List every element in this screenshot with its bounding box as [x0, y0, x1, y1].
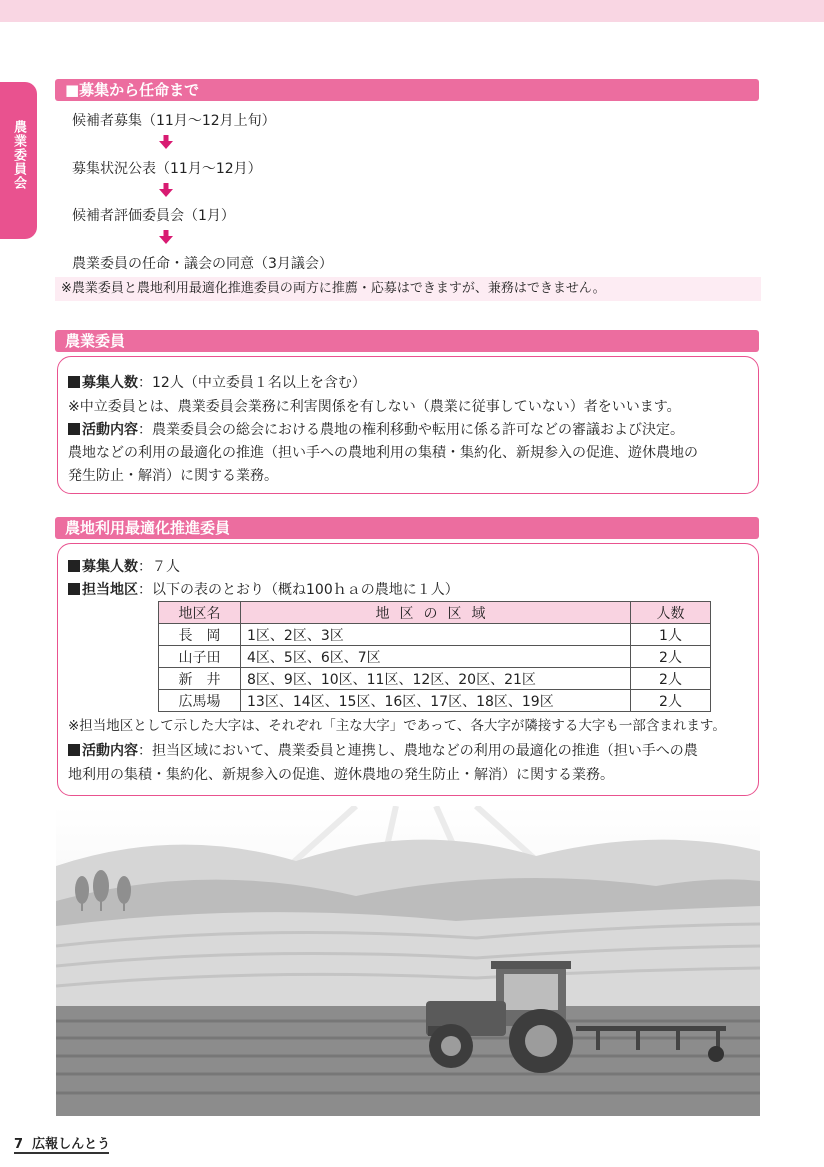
table-row — [159, 646, 711, 668]
district-count: 2人 — [631, 690, 711, 712]
table-row — [159, 690, 711, 712]
district-areas: 8区、9区、10区、11区、12区、20区、21区 — [241, 668, 631, 690]
flow-step-1: 候補者募集（11月～12月上旬） — [72, 113, 276, 129]
flow-step-2: 募集状況公表（11月～12月） — [72, 161, 262, 177]
district-table — [158, 601, 711, 712]
header-district-name: 地区名 — [159, 602, 241, 624]
district-count: 1人 — [631, 624, 711, 646]
page-footer — [14, 1133, 110, 1152]
flow-step-4: 農業委員の任命・議会の同意（3月議会） — [72, 256, 333, 272]
activity-label: 活動内容 — [82, 422, 138, 438]
activity-label: 活動内容 — [82, 743, 138, 759]
count-value: ：７人 — [138, 559, 180, 575]
district-areas: 4区、5区、6区、7区 — [241, 646, 631, 668]
count-label: 募集人数 — [82, 375, 138, 391]
square-bullet-icon — [68, 583, 80, 595]
district-areas: 1区、2区、3区 — [241, 624, 631, 646]
recruit-flow-heading: ■募集から任命まで — [55, 79, 759, 101]
table-row — [159, 668, 711, 690]
district-count: 2人 — [631, 646, 711, 668]
activity-value: ：農業委員会の総会における農地の権利移動や転用に係る許可などの審議および決定。 — [138, 422, 684, 438]
farm-committee-activity — [68, 419, 684, 439]
area-value: ：以下の表のとおり（概ね100ｈａの農地に１人） — [138, 582, 459, 598]
promo-committee-count — [68, 556, 180, 576]
farm-tractor-illustration — [56, 806, 760, 1116]
neutral-member-note: ※中立委員とは、農業委員会業務に利害関係を有しない（農業に従事していない）者をいいます。 — [68, 399, 681, 415]
area-note: ※担当地区として示した大字は、それぞれ「主な大字」であって、各大字が隣接する大字も一部含まれます。 — [68, 718, 726, 734]
dual-application-note: ※農業委員と農地利用最適化推進委員の両方に推薦・応募はできますが、兼務はできません。 — [55, 277, 761, 301]
activity-value: ：担当区域において、農業委員と連携し、農地などの利用の最適化の推進（担い手への農 — [138, 743, 698, 759]
flow-step-3: 候補者評価委員会（1月） — [72, 208, 235, 224]
header-member-count: 人数 — [631, 602, 711, 624]
header-district-area: 地区の区域 — [241, 602, 631, 624]
down-arrow-icon — [159, 135, 173, 149]
promo-committee-activity — [68, 740, 698, 760]
district-name: 広馬場 — [159, 690, 241, 712]
promo-committee-heading: 農地利用最適化推進委員 — [55, 517, 759, 539]
district-count: 2人 — [631, 668, 711, 690]
down-arrow-icon — [159, 183, 173, 197]
promo-activity-line-2: 地利用の集積・集約化、新規参入の促進、遊休農地の発生防止・解消）に関する業務。 — [68, 767, 614, 783]
table-row — [159, 624, 711, 646]
farm-committee-count — [68, 372, 366, 392]
top-wave-decoration — [0, 14, 824, 30]
promo-committee-area — [68, 579, 459, 599]
side-tab-label: 農業委員会 — [11, 120, 26, 190]
farm-committee-heading: 農業委員 — [55, 330, 759, 352]
area-label: 担当地区 — [82, 582, 138, 598]
district-name: 新 井 — [159, 668, 241, 690]
square-bullet-icon — [68, 423, 80, 435]
square-bullet-icon — [68, 376, 80, 388]
publication-name: 広報しんとう — [32, 1137, 111, 1152]
page-number: 7 — [14, 1137, 24, 1152]
table-header-row — [159, 602, 711, 624]
district-name: 長 岡 — [159, 624, 241, 646]
square-bullet-icon — [68, 560, 80, 572]
section-side-tab — [0, 82, 37, 239]
district-areas: 13区、14区、15区、16区、17区、18区、19区 — [241, 690, 631, 712]
farm-activity-line-2: 農地などの利用の最適化の推進（担い手への農地利用の集積・集約化、新規参入の促進、遊休農地の — [68, 445, 698, 461]
farm-activity-line-3: 発生防止・解消）に関する業務。 — [68, 468, 278, 484]
count-label: 募集人数 — [82, 559, 138, 575]
district-name: 山子田 — [159, 646, 241, 668]
square-bullet-icon — [68, 744, 80, 756]
down-arrow-icon — [159, 230, 173, 244]
count-value: ：12人（中立委員１名以上を含む） — [138, 375, 366, 391]
footer-underline — [14, 1152, 109, 1154]
